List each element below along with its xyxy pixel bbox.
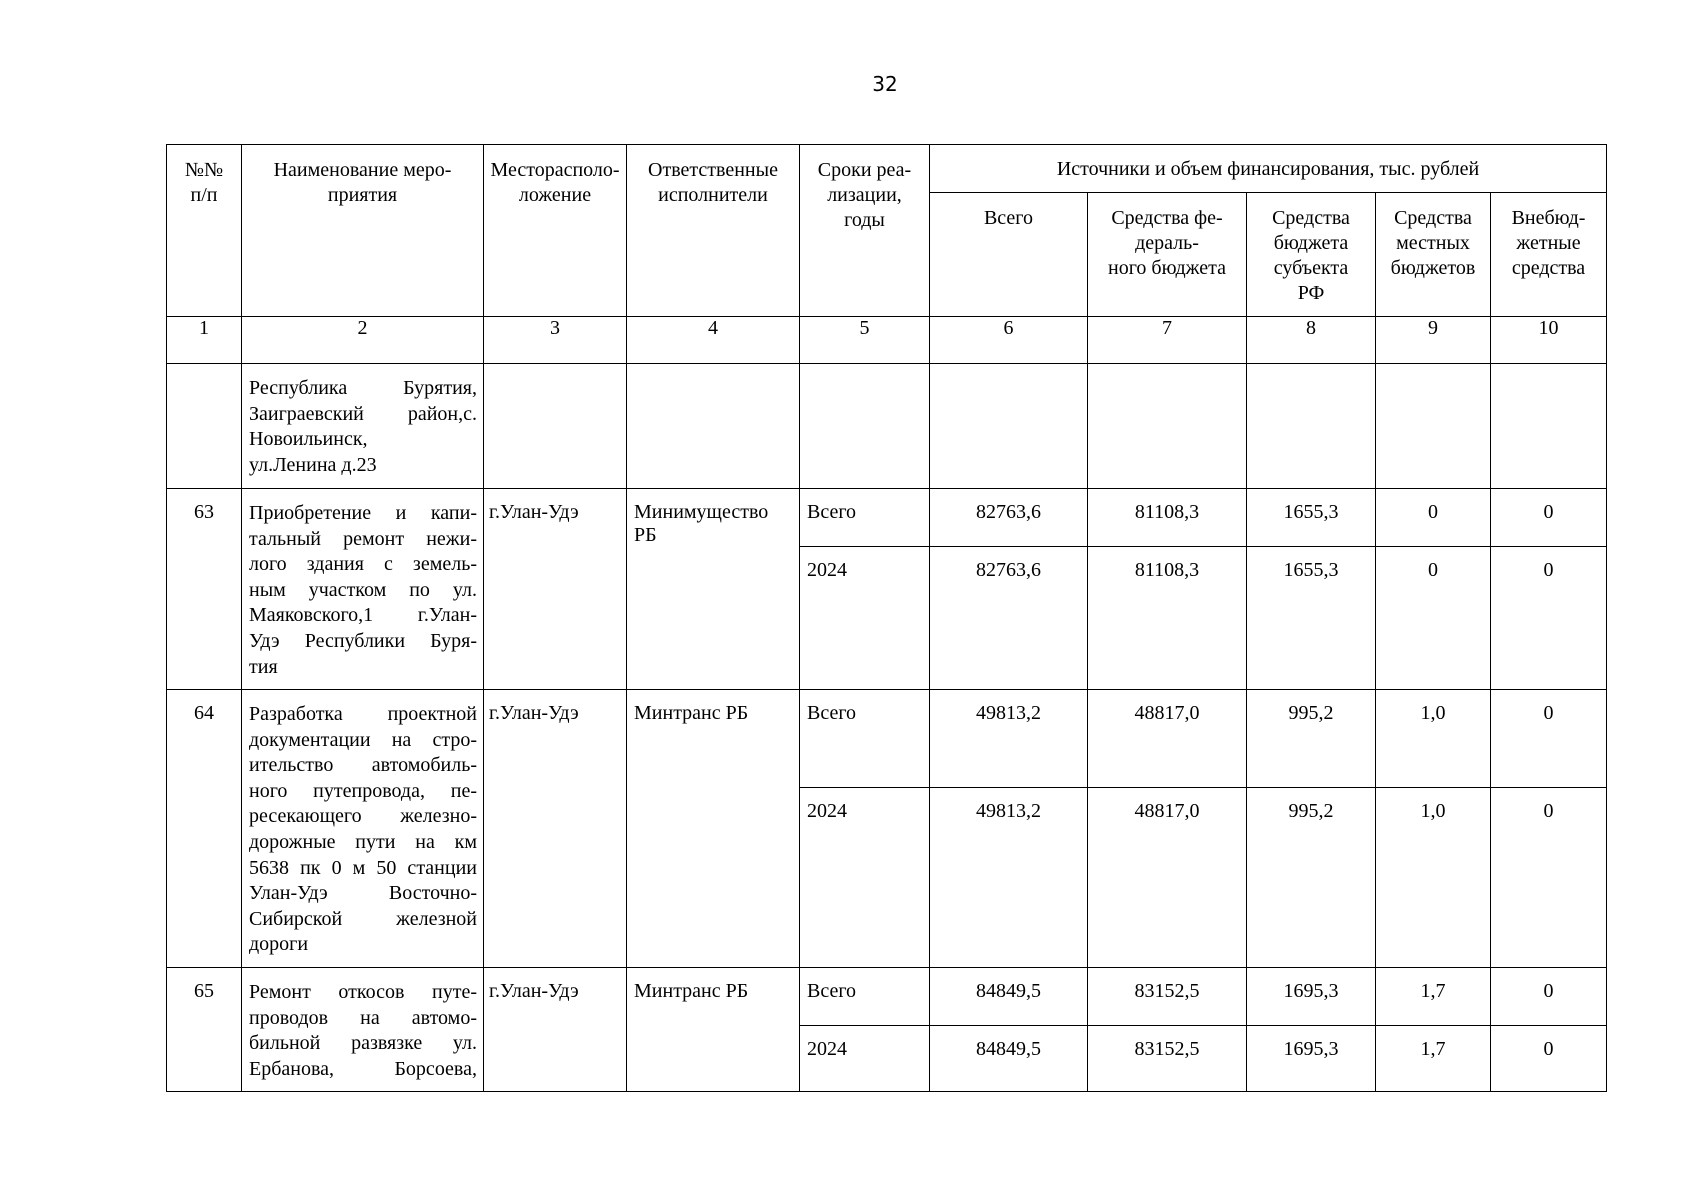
row-subject: 995,2 (1247, 690, 1376, 788)
row-extra: 0 (1491, 547, 1607, 690)
row-federal: 81108,3 (1088, 547, 1247, 690)
header-num: №№ п/п (167, 145, 242, 317)
header-local: Средства местных бюджетов (1376, 193, 1491, 317)
column-number: 1 (167, 317, 242, 364)
row-period: Всего (800, 489, 930, 547)
column-number: 9 (1376, 317, 1491, 364)
column-number: 8 (1247, 317, 1376, 364)
financing-table (166, 144, 1607, 1092)
row-total: 49813,2 (930, 788, 1088, 968)
row-extra: 0 (1491, 690, 1607, 788)
row-number: 65 (167, 968, 242, 1092)
row-local: 1,0 (1376, 690, 1491, 788)
header-federal: Средства фе- дераль- ного бюджета (1088, 193, 1247, 317)
row-total: 84849,5 (930, 1026, 1088, 1092)
row-local: 0 (1376, 489, 1491, 547)
header-funding-group: Источники и объем финансирования, тыс. рублей (930, 145, 1607, 193)
row-name: Приобретение и капи- тальный ремонт нежи- лого здания с земель- ным участком по ул. Маяковского,1 г.Улан- Удэ Республики Буря- тия (242, 489, 484, 690)
row-federal: 83152,5 (1088, 968, 1247, 1026)
column-number: 7 (1088, 317, 1247, 364)
row-local: 1,0 (1376, 788, 1491, 968)
column-number: 6 (930, 317, 1088, 364)
row-total: 82763,6 (930, 489, 1088, 547)
row-extra: 0 (1491, 489, 1607, 547)
row-extra: 0 (1491, 968, 1607, 1026)
row-subject: 1695,3 (1247, 968, 1376, 1026)
header-responsible: Ответственные исполнители (627, 145, 800, 317)
column-number: 2 (242, 317, 484, 364)
row-federal: 48817,0 (1088, 690, 1247, 788)
continuation-name: Республика Бурятия, Заиграевский район,с. Новоильинск, ул.Ленина д.23 (242, 364, 484, 489)
column-numbers-row (167, 317, 1607, 364)
row-period: Всего (800, 968, 930, 1026)
row-federal: 81108,3 (1088, 489, 1247, 547)
row-federal: 48817,0 (1088, 788, 1247, 968)
table-row (167, 968, 1607, 1026)
row-location: г.Улан-Удэ (484, 489, 627, 690)
row-local: 1,7 (1376, 1026, 1491, 1092)
row-local: 0 (1376, 547, 1491, 690)
row-subject: 995,2 (1247, 788, 1376, 968)
row-period: 2024 (800, 1026, 930, 1092)
row-period: Всего (800, 690, 930, 788)
row-subject: 1655,3 (1247, 489, 1376, 547)
row-period: 2024 (800, 788, 930, 968)
row-extra: 0 (1491, 788, 1607, 968)
column-number: 5 (800, 317, 930, 364)
row-total: 49813,2 (930, 690, 1088, 788)
header-location: Месторасполо- ложение (484, 145, 627, 317)
row-responsible: Минтранс РБ (627, 690, 800, 968)
column-number: 3 (484, 317, 627, 364)
header-extra: Внебюд- жетные средства (1491, 193, 1607, 317)
row-period: 2024 (800, 547, 930, 690)
row-number: 63 (167, 489, 242, 690)
table-row (167, 489, 1607, 547)
continuation-row (167, 364, 1607, 489)
row-number: 64 (167, 690, 242, 968)
header-subject: Средства бюджета субъекта РФ (1247, 193, 1376, 317)
table-row (167, 690, 1607, 788)
row-extra: 0 (1491, 1026, 1607, 1092)
row-responsible: Минтранс РБ (627, 968, 800, 1092)
row-total: 82763,6 (930, 547, 1088, 690)
row-subject: 1695,3 (1247, 1026, 1376, 1092)
column-number: 10 (1491, 317, 1607, 364)
header-terms: Сроки реа- лизации, годы (800, 145, 930, 317)
row-location: г.Улан-Удэ (484, 968, 627, 1092)
row-local: 1,7 (1376, 968, 1491, 1026)
row-name: Ремонт откосов путе- проводов на автомо- бильной развязке ул. Ербанова, Борсоева, (242, 968, 484, 1092)
header-name: Наименование меро- приятия (242, 145, 484, 317)
row-responsible: Минимущество РБ (627, 489, 800, 690)
row-name: Разработка проектной документации на стро- ительство автомобиль- ного путепровода, пе- ресекающего железно- дорожные пути на км 5638 пк 0 м 50 станции Улан-Удэ Восточно- Сибирской железной дороги (242, 690, 484, 968)
row-federal: 83152,5 (1088, 1026, 1247, 1092)
page-number: 32 (872, 72, 898, 96)
row-location: г.Улан-Удэ (484, 690, 627, 968)
column-number: 4 (627, 317, 800, 364)
row-total: 84849,5 (930, 968, 1088, 1026)
row-subject: 1655,3 (1247, 547, 1376, 690)
header-total: Всего (930, 193, 1088, 317)
